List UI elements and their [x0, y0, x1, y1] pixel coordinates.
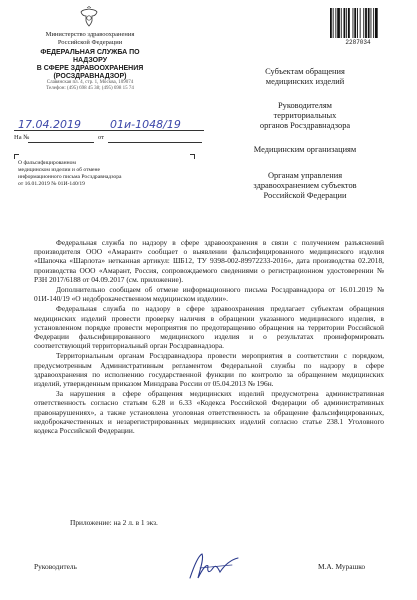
ministry-line: Министерство здравоохранения: [45, 31, 135, 38]
addressee-line: Медицинским организациям: [253, 145, 357, 154]
barcode-bar: [375, 8, 378, 38]
subject-bracket-right: [190, 154, 195, 159]
body-paragraph: Территориальным органам Росздравнадзора провести мероприятия в соответствии с порядком, предусмотренным Административным регламентом Федеральной службы по надзору в сфере здравоохранения по исполнению государственной функции по контролю за обращением медицинских изделий, утвержденным приказом Минздрава России от 05.04.2013 № 196н.: [34, 351, 384, 389]
address-line: Славянская пл. 4, стр. 1, Москва, 109074: [46, 80, 134, 85]
barcode-bar: [341, 8, 342, 38]
barcode-bar: [371, 8, 372, 38]
subject-line: О фальсифицированном: [18, 160, 76, 166]
ministry-line: Российской Федерации: [57, 38, 123, 46]
letterhead-address: [30, 80, 150, 92]
addressee-line: органов Росздравнадзора: [259, 121, 351, 130]
body-paragraph: За нарушения в сфере обращения медицинских изделий предусмотрена административная ответственность согласно статьям 6.28 и 6.33 «Кодекса Российской Федерации об административных правонарушениях», а также установлена уголовная ответственность за обращение фальсифицированных, недоброкачественных и незарегистрированных медицинских изделий согласно статье 238.1 Уголовного кодекса Российской Федерации.: [34, 389, 384, 436]
barcode-bar: [365, 8, 367, 38]
registration-line: [14, 134, 204, 144]
barcode-bar: [360, 8, 361, 38]
addressee-line: Субъектам обращения: [265, 67, 345, 76]
date-underline: [14, 130, 204, 131]
barcode: [330, 8, 386, 38]
addressee-line: территориальных: [273, 111, 337, 120]
service-line: (РОСЗДРАВНАДЗОР): [53, 73, 127, 80]
from-label: от: [98, 134, 105, 141]
service-line: ФЕДЕРАЛЬНАЯ СЛУЖБА ПО НАДЗОРУ: [40, 49, 140, 64]
signatory-name: М.А. Мурашко: [318, 562, 366, 571]
barcode-bar: [357, 8, 358, 38]
address-line: Телефон: (495) 698 45 38; (495) 698 15 74: [46, 86, 134, 91]
subject-bracket-left: [14, 154, 19, 159]
signatory-title: Руководитель: [34, 562, 77, 571]
addressee-block: [220, 145, 390, 155]
addressee-block: [220, 67, 390, 87]
letter-body: [34, 238, 384, 436]
handwritten-signature: [180, 548, 250, 588]
barcode-bar: [330, 8, 332, 38]
barcode-bar: [348, 8, 350, 38]
subject-line: медицинском изделии и об отмене: [18, 167, 101, 173]
barcode-bar: [353, 8, 354, 38]
body-paragraph: Дополнительно сообщаем об отмене информационного письма Росздравнадзора от 16.01.2019 № 01И-140/19 «О недоброкачественном медицинском изделии».: [34, 285, 384, 304]
barcode-bar: [344, 8, 346, 38]
barcode-bar: [346, 8, 347, 38]
barcode-bar: [373, 8, 374, 38]
addressee-line: здравоохранением субъектов: [253, 181, 357, 190]
barcode-bar: [368, 8, 370, 38]
addressee-line: Органам управления: [267, 171, 343, 180]
service-name: [30, 49, 150, 81]
barcode-bar: [363, 8, 364, 38]
subject-line: информационного письма Росздравнадзора: [18, 174, 122, 180]
handwritten-date: 17.04.2019: [18, 118, 81, 131]
addressee-line: медицинских изделий: [265, 77, 345, 86]
letter-subject: [18, 160, 198, 188]
from-underline: [108, 142, 202, 143]
barcode-bar: [337, 8, 340, 38]
service-line: В СФЕРЕ ЗДРАВООХРАНЕНИЯ: [36, 65, 144, 72]
body-paragraph: Федеральная служба по надзору в сфере здравоохранения предлагает субъектам обращения медицинских изделий провести проверку наличия в обращении указанного медицинского изделия, в установленном порядке провести мероприятия по предотвращению обращения на территории Российской Федерации фальсифицированного медицинского изделия и о результатах проинформировать соответствующий территориальный орган Росздравнадзора.: [34, 304, 384, 351]
subject-line: от 16.01.2019 № 01И-140/19: [18, 181, 85, 187]
addressee-block: [220, 171, 390, 201]
attachment-note: Приложение: на 2 л. в 1 экз.: [70, 518, 158, 527]
reply-to-underline: [28, 142, 94, 143]
reply-to-label: На №: [14, 134, 30, 141]
barcode-number: 2287034: [345, 39, 371, 46]
handwritten-number: 01и-1048/19: [110, 118, 181, 131]
addressee-line: Руководителям: [278, 101, 332, 110]
ministry-name: [30, 31, 150, 46]
barcode-bar: [333, 8, 334, 38]
addressee-block: [220, 101, 390, 131]
coat-of-arms-icon: [78, 6, 100, 28]
barcode-bar: [354, 8, 356, 38]
body-paragraph: Федеральная служба по надзору в сфере здравоохранения в связи с получением разъяснений производителя ООО «Амарант» сообщает о выявлении фальсифицированного медицинского изделия «Шапочка «Шарлота» нетканная артикул: ШБ12, ТУ 9398-002-89972233-2016», дата производства 02.2018, производства ООО «Амарант, Россия, сопровождаемого сведениями о регистрационном удостоверении № РЗН 2017/6188 от 04.09.2017 (см. приложение).: [34, 238, 384, 284]
barcode-bar: [335, 8, 336, 38]
addressee-line: Российской Федерации: [263, 191, 347, 200]
